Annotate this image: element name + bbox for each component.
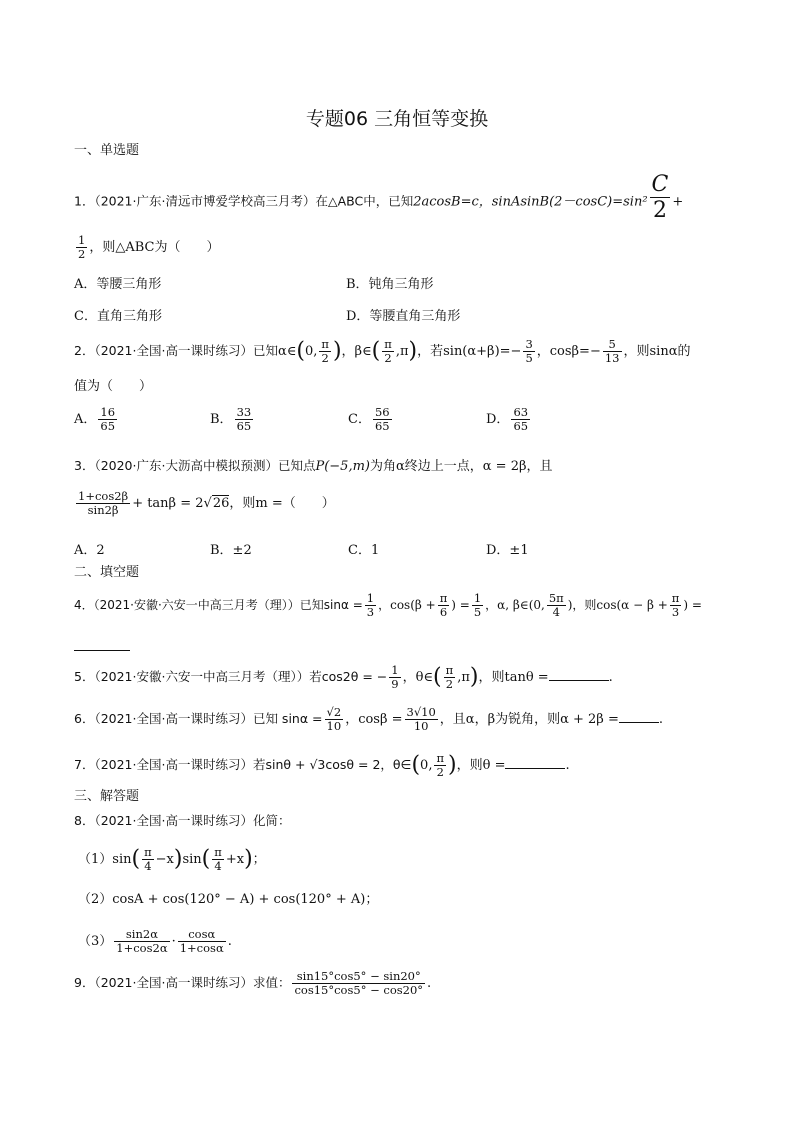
- fraction-pi-over-2: $\frac{\pi}{2}$: [321, 337, 329, 366]
- q2-option-c[interactable]: C． $\frac{56}{65}$: [348, 405, 390, 434]
- question-1: 1．（2021·广东·清远市博爱学校高三月考）在△ABC中，已知2acosB=c，sinAsinB(2－cosC)=sin² $\frac{C}{2}$ +: [74, 172, 684, 224]
- question-2-source: 2．（2021·全国·高一课时练习）已知: [74, 343, 278, 359]
- question-8-part-2: （2）cosA + cos(120° − A) + cos(120° + A)；: [78, 892, 379, 907]
- question-7-answer-blank[interactable]: [505, 756, 565, 769]
- section-heading-single-choice: 一、单选题: [74, 143, 140, 158]
- question-5-source: 5．（2021·安徽·六安一中高三月考（理））若cos2θ = −: [74, 669, 388, 685]
- question-8-source: 8．（2021·全国·高一课时练习）化简：: [74, 813, 291, 828]
- q2-option-a[interactable]: A． $\frac{16}{65}$: [74, 405, 116, 434]
- q2-option-b[interactable]: B． $\frac{33}{65}$: [210, 405, 252, 434]
- question-8-part-3: （3） $\frac{\sin 2\alpha}{1+\cos 2\alpha}$ · $\frac{\cos\alpha}{1+\cos\alpha}$ .: [78, 927, 232, 956]
- q3-option-d[interactable]: D．±1: [486, 543, 529, 558]
- fraction-one-half: $\frac{1}{2}$: [78, 233, 86, 262]
- q3-option-a[interactable]: A．2: [74, 543, 105, 558]
- question-5: 5．（2021·安徽·六安一中高三月考（理））若cos2θ = − $\frac{1}{9}$ ，θ∈( $\frac{\pi}{2}$ ,π)，则tanθ = .: [74, 663, 613, 692]
- question-7-source: 7．（2021·全国·高一课时练习）若sinθ + √3cosθ = 2，θ∈: [74, 757, 412, 773]
- question-4: 4．（2021·安徽·六安一中高三月考（理））已知sinα = $\frac{1}{3}$ ，cos(β + $\frac{\pi}{6}$ ) = $\frac{1}{5}$ ，α, β∈(0, $\frac{5\pi}{4}$ )，则cos(α − β + $\frac{\pi}{3}$ ) =: [74, 591, 702, 620]
- question-7: 7．（2021·全国·高一课时练习）若sinθ + √3cosθ = 2，θ∈(0, $\frac{\pi}{2}$ )，则θ = .: [74, 751, 570, 780]
- q3-option-b[interactable]: B．±2: [210, 543, 252, 558]
- q1-option-c[interactable]: C．直角三角形: [74, 309, 162, 324]
- question-1-continued: $\frac{1}{2}$ ，则△ABC为（ ）: [78, 233, 220, 262]
- question-6: 6．（2021·全国·高一课时练习）已知 sinα = $\frac{√2}{10}$ ，cosβ = $\frac{3√10}{10}$ ，且α，β为锐角，则α + 2β = .: [74, 705, 663, 734]
- question-1-condition: 2acosB=c，sinAsinB(2－cosC)=sin²: [413, 194, 648, 210]
- question-4-source: 4．（2021·安徽·六安一中高三月考（理））已知sinα =: [74, 598, 363, 613]
- q3-option-c[interactable]: C．1: [348, 543, 380, 558]
- fraction-c-over-2: $\frac{C}{2}$: [651, 172, 669, 224]
- question-2: 2．（2021·全国·高一课时练习）已知α∈(0, $\frac{\pi}{2}$ )，β∈( $\frac{\pi}{2}$ ,π)，若sin(α+β)=− $\frac{3}{5}$ ，cosβ=− $\frac{5}{13}$ ，则sinα的: [74, 337, 691, 366]
- question-8: [74, 815, 290, 828]
- page-title: 专题06 三角恒等变换: [305, 108, 489, 130]
- question-2-continued: 值为（ ）: [74, 379, 153, 394]
- question-9: 9．（2021·全国·高一课时练习）求值： $\frac{\sin 15^\circ\cos 5^\circ - \sin 20^\circ}{\cos 15^\circ\cos 5^\circ - \cos 20^\circ}$ .: [74, 969, 432, 998]
- question-9-source: 9．（2021·全国·高一课时练习）求值：: [74, 975, 291, 991]
- question-1-source: 1．（2021·广东·清远市博爱学校高三月考）在△ABC中，已知: [74, 193, 414, 209]
- question-8-part-1: （1）sin( $\frac{\pi}{4}$ −x)sin( $\frac{\pi}{4}$ +x)；: [78, 845, 266, 874]
- question-3-source: 3．（2020·广东·大沥高中模拟预测）已知点: [74, 458, 316, 473]
- q1-option-a[interactable]: A．等腰三角形: [74, 277, 162, 292]
- q1-option-d[interactable]: D．等腰直角三角形: [346, 309, 461, 324]
- fraction-cos2b-sin2b: $\frac{1+\cos 2\beta}{\sin 2\beta}$: [78, 489, 129, 518]
- fraction-pi-over-2: $\frac{\pi}{2}$: [384, 337, 392, 366]
- question-6-source: 6．（2021·全国·高一课时练习）已知 sinα =: [74, 711, 323, 727]
- q2-option-d[interactable]: D． $\frac{63}{65}$: [486, 405, 529, 434]
- question-6-answer-blank[interactable]: [619, 710, 659, 723]
- question-4-answer-blank[interactable]: [74, 638, 130, 654]
- fraction-5-13: $\frac{5}{13}$: [604, 337, 620, 366]
- q1-option-b[interactable]: B．钝角三角形: [346, 277, 434, 292]
- section-heading-solutions: 三、解答题: [74, 789, 140, 804]
- section-heading-fill-in: 二、填空题: [74, 565, 140, 580]
- question-3: 3．（2020·广东·大沥高中模拟预测）已知点P(−5,m)为角α终边上一点，α = 2β，且: [74, 458, 553, 474]
- fraction-3-5: $\frac{3}{5}$: [525, 337, 533, 366]
- question-3-equation: $\frac{1+\cos 2\beta}{\sin 2\beta}$ + tanβ = 2√26，则m =（ ）: [78, 489, 335, 518]
- question-5-answer-blank[interactable]: [549, 668, 609, 681]
